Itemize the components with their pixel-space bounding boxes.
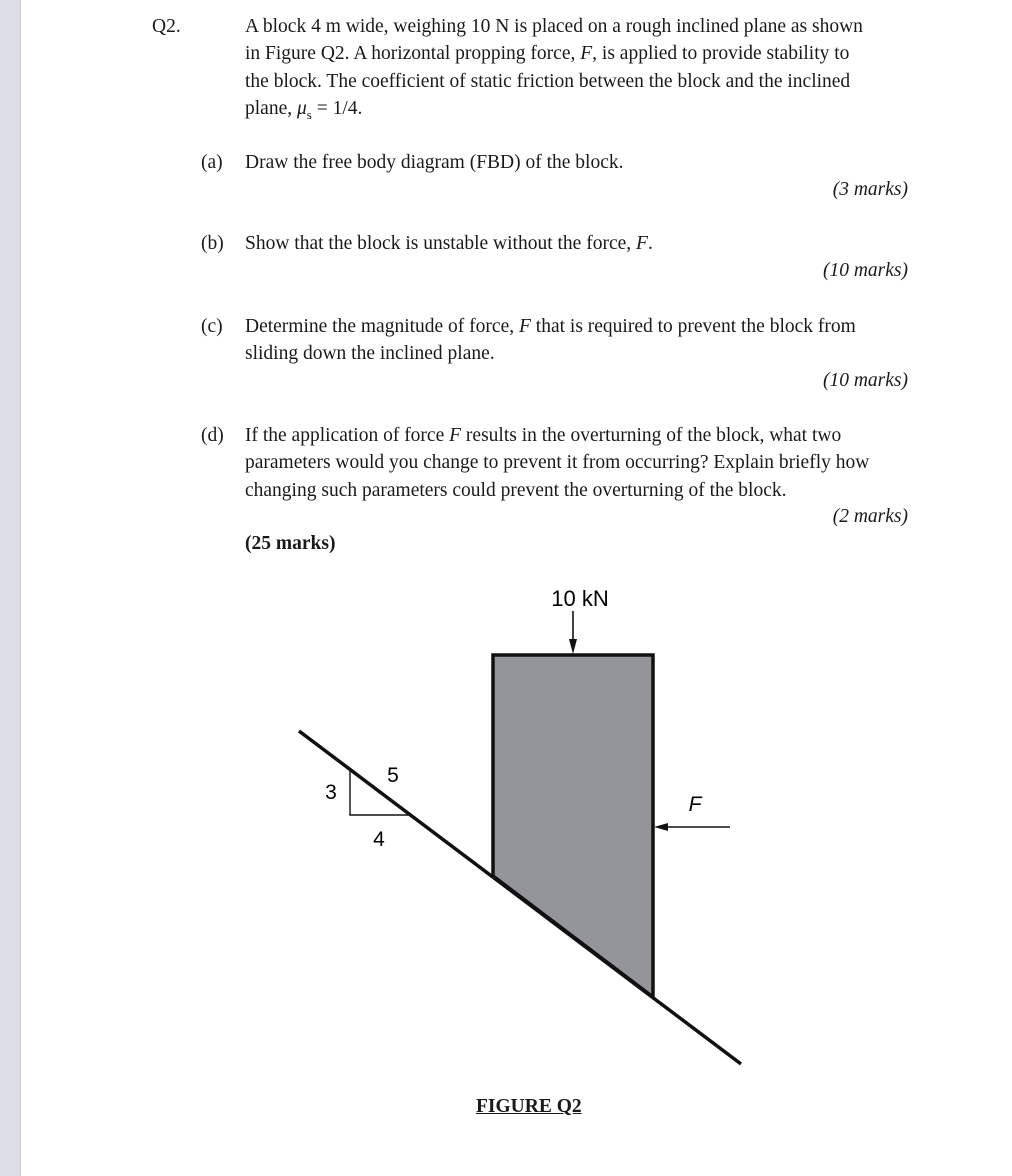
slope-rise-label: 3 [325,781,337,804]
mu-symbol: μ [296,98,307,120]
mu-subscript: s [306,107,312,123]
block [493,655,653,997]
part-d-text: If the application of force F results in the overturning of the block, what two parameters would you change to prevent it from occurring? Explain briefly how changing such parameters could prevent the overturning of the block. [245,425,870,501]
part-c-text: Determine the magnitude of force, F that is required to prevent the block from sliding down the inclined plane. [245,316,856,365]
slope-run-label: 4 [373,828,385,851]
part-c-label: (c) [201,316,223,337]
part-d-marks: (2 marks) [832,506,908,527]
force-variable: F [580,43,593,65]
part-d-label: (d) [201,425,224,446]
intro-line-4: plane, $\mu_s = 1/4$. [245,98,363,123]
part-b-label: (b) [201,233,224,254]
force-arrowhead [654,823,668,831]
total-marks: (25 marks) [245,533,336,554]
figure-caption: FIGURE Q2 [476,1096,582,1117]
part-b-text: Show that the block is unstable without the force, F. [245,233,653,254]
part-a-label: (a) [201,152,223,173]
intro-line-3: the block. The coefficient of static friction between the block and the inclined [245,70,851,92]
question-number: Q2. [152,16,181,37]
intro-line-2: in Figure Q2. A horizontal propping force, F, is applied to provide stability to [245,43,850,65]
part-a-text: Draw the free body diagram (FBD) of the block. [245,152,624,173]
force-label: F [688,793,702,816]
part-b-marks: (10 marks) [822,260,908,281]
load-label: 10 kN [551,586,609,611]
slope-hyp-label: 5 [387,764,399,787]
load-arrowhead [569,639,577,654]
part-a-marks: (3 marks) [832,179,908,200]
intro-line-1: A block 4 m wide, weighing 10 N is placed on a rough inclined plane as shown [245,16,863,37]
part-c-marks: (10 marks) [822,370,908,391]
